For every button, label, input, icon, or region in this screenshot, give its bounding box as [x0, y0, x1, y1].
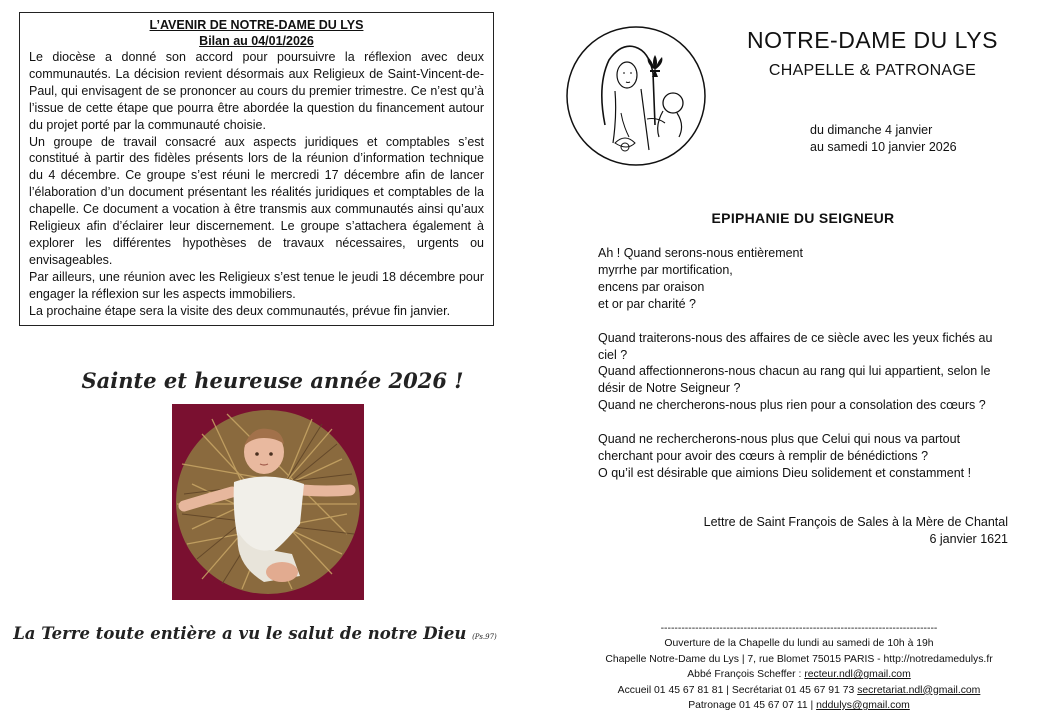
- date-to: au samedi 10 janvier 2026: [810, 140, 957, 154]
- poem: [598, 245, 1010, 482]
- infant-jesus-illustration: [172, 404, 364, 600]
- nativity-image: [172, 404, 364, 600]
- news-paragraph: Le diocèse a donné son accord pour poursuivre la réflexion avec deux communautés. La décision revient désormais aux Religieux de Saint-Vincent-de-Paul, qui envisagent de se prononcer au cours du premier trimestre. Ce n’est qu’à l’issue de cette étape que pourra être abordée la question du financement autour du projet porté par la communauté choisie.: [29, 50, 484, 132]
- new-year-greeting: Sainte et heureuse année 2026 !: [81, 368, 464, 393]
- secretariat-email-link[interactable]: secretariat.ndl@gmail.com: [857, 684, 981, 696]
- news-box: [19, 12, 494, 326]
- contact-footer: [585, 621, 1013, 713]
- chapel-name: NOTRE-DAME DU LYS: [747, 27, 998, 53]
- patronage-email-link[interactable]: nddulys@gmail.com: [816, 700, 910, 712]
- psalm-text: La Terre toute entière a vu le salut de notre Dieu: [13, 624, 473, 643]
- opening-hours: Ouverture de la Chapelle du lundi au samedi de 10h à 19h: [664, 638, 934, 650]
- phone-contact: [585, 683, 1013, 698]
- poem-source: [598, 514, 1008, 548]
- date-from: du dimanche 4 janvier: [810, 123, 933, 137]
- news-paragraph: La prochaine étape sera la visite des deux communautés, prévue fin janvier.: [29, 303, 451, 318]
- phone-label: Accueil 01 45 67 81 81 | Secrétariat 01 45 67 91 73: [617, 684, 858, 696]
- news-title: L’AVENIR DE NOTRE-DAME DU LYS: [149, 18, 364, 32]
- poem-line: Quand ne chercherons-nous plus rien pour a consolation des cœurs ?: [598, 398, 986, 413]
- news-body: [29, 49, 484, 320]
- news-paragraph: Par ailleurs, une réunion avec les Religieux s’est tenue le jeudi 18 décembre pour engager la réflexion sur les aspects immobiliers.: [29, 269, 484, 301]
- source-date: 6 janvier 1621: [929, 531, 1008, 546]
- poem-line: Quand traiterons-nous des affaires de ce siècle avec les yeux fichés au ciel ?: [598, 330, 993, 362]
- poem-line: O qu’il est désirable que aimions Dieu solidement et constamment !: [598, 465, 972, 480]
- poem-line: et or par charité ?: [598, 296, 696, 311]
- madonna-lily-logo: [565, 25, 707, 167]
- poem-line: encens par oraison: [598, 279, 705, 294]
- abbe-email-link[interactable]: recteur.ndl@gmail.com: [804, 669, 911, 681]
- poem-line: Ah ! Quand serons-nous entièrement: [598, 246, 803, 260]
- poem-line: Quand affectionnerons-nous chacun au rang qui lui appartient, selon le désir de Notre Seigneur ?: [598, 364, 991, 396]
- feast-title: EPIPHANIE DU SEIGNEUR: [711, 210, 895, 226]
- poem-line: Quand ne rechercherons-nous plus que Celui qui nous va partout cherchant pour avoir des cœurs à remplir de bénédictions ?: [598, 432, 961, 464]
- psalm-reference: (Ps.97): [472, 633, 497, 641]
- abbe-label: Abbé François Scheffer :: [687, 669, 805, 681]
- source-author: Lettre de Saint François de Sales à la Mère de Chantal: [703, 515, 1008, 529]
- week-dates: [810, 122, 957, 156]
- footer-separator: --------------------------------------------------------------------------------: [660, 623, 938, 634]
- patronage-label: Patronage 01 45 67 07 11 |: [688, 700, 817, 712]
- patronage-contact: [585, 698, 1013, 713]
- poem-line: myrrhe par mortification,: [598, 262, 733, 277]
- chapel-logo: [565, 25, 707, 167]
- psalm-caption: [0, 624, 510, 643]
- abbe-contact: [585, 667, 1013, 682]
- news-paragraph: Un groupe de travail consacré aux aspects juridiques et comptables s’est constitué à partir des fidèles présents lors de la réunion d’information technique du 4 décembre. Ce groupe s’est réuni le mercredi 17 décembre afin de lancer l’élaboration d’un document présentant les réalités juridiques et comptables de la chapelle. Ce document a vocation à être transmis aux communautés ainsi qu’aux Religieux afin d’éclairer leur discernement. Le groupe s’attachera également à explorer les différentes hypothèses de travaux nécessaires, urgents ou envisageables.: [29, 134, 484, 267]
- chapel-address[interactable]: Chapelle Notre-Dame du Lys | 7, rue Blomet 75015 PARIS - http://notredamedulys.fr: [605, 653, 993, 665]
- chapel-subtitle: CHAPELLE & PATRONAGE: [768, 62, 977, 79]
- news-date: Bilan au 04/01/2026: [199, 34, 314, 48]
